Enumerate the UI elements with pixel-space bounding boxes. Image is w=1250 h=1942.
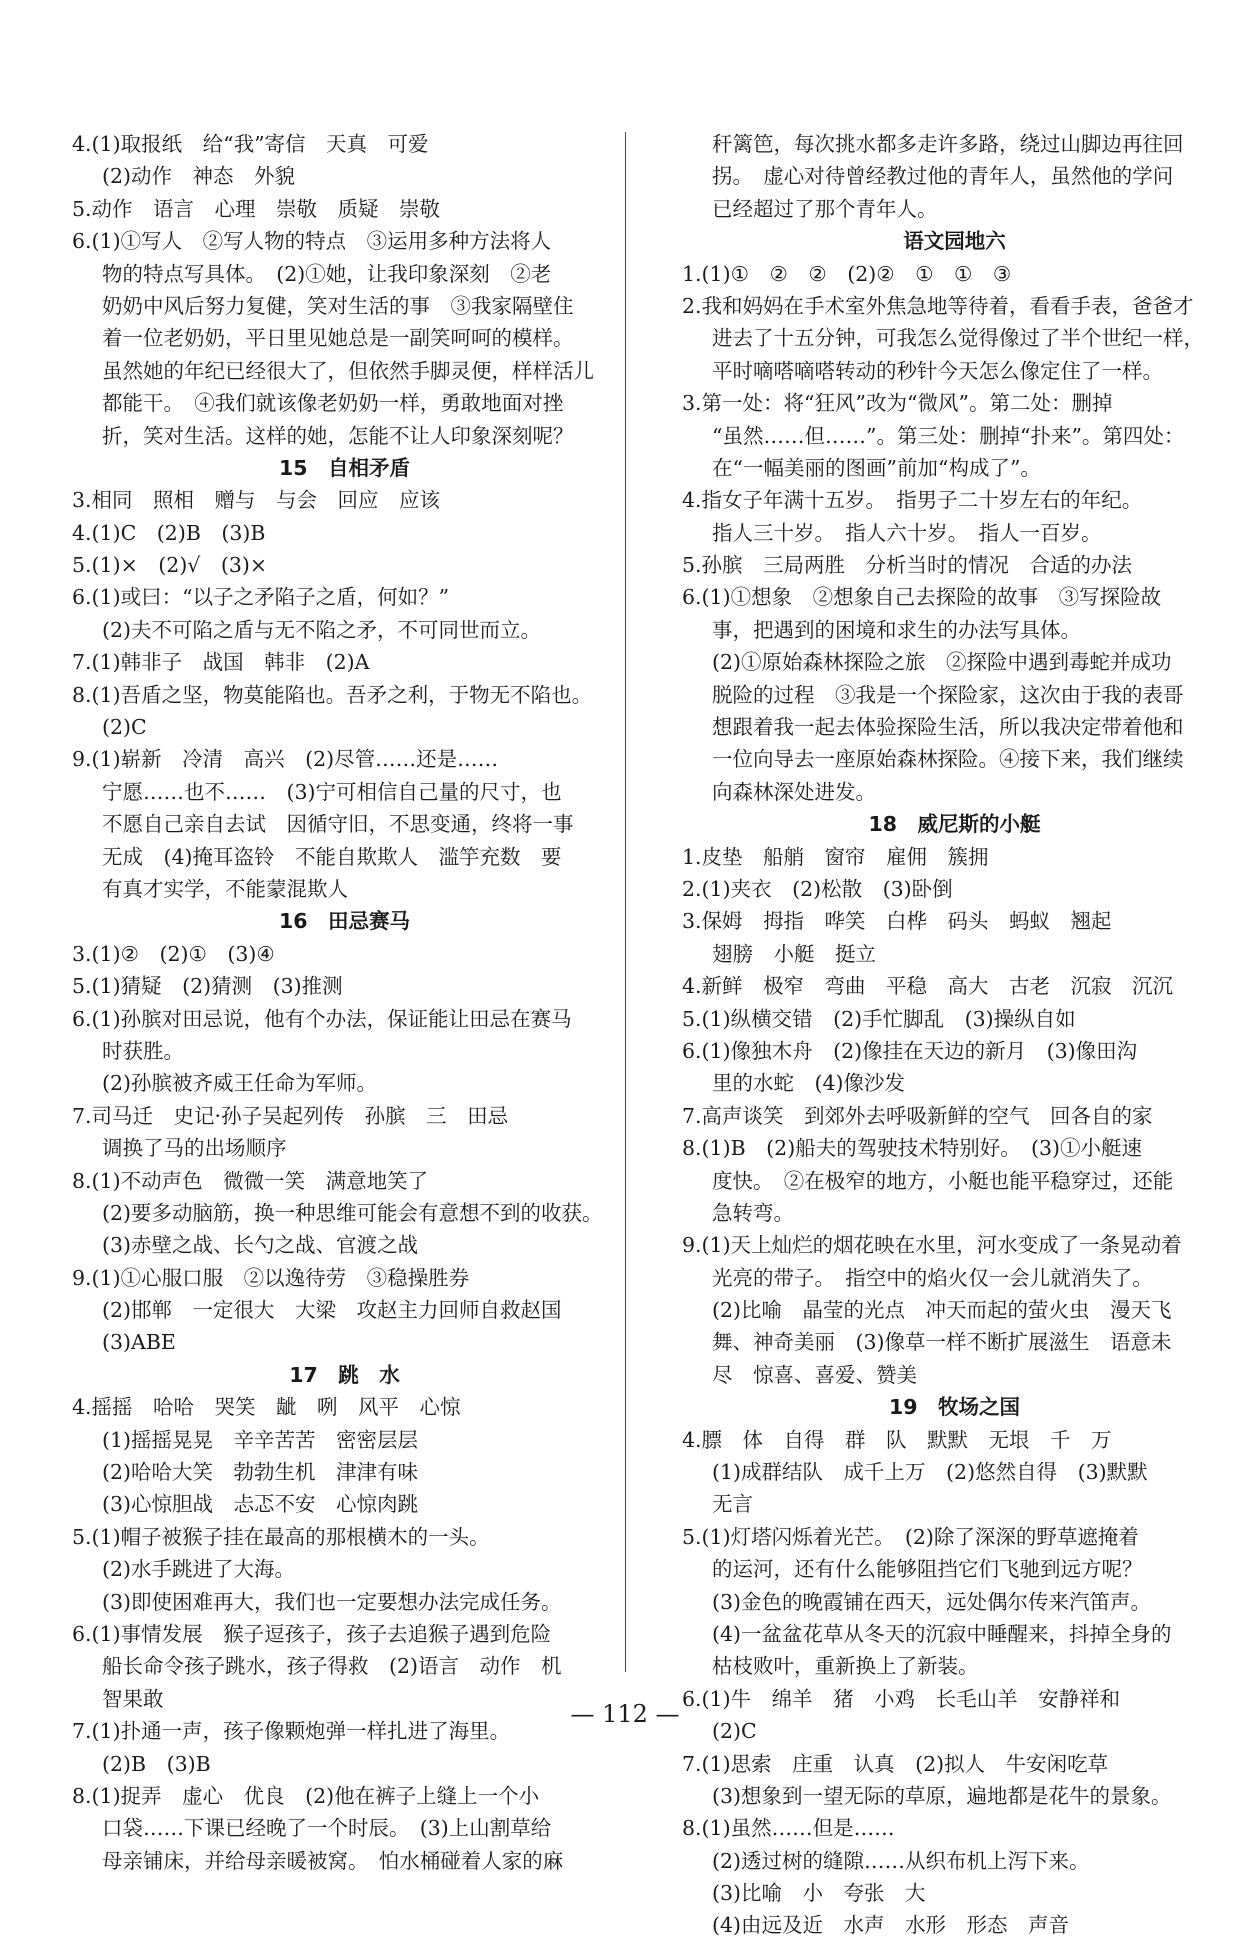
answer-line: 指人三十岁。 指人六十岁。 指人一百岁。 [712,520,1102,545]
answer-line: (4)由远及近 水声 水形 形态 声音 [712,1913,1070,1938]
answer-line: 5.(1)帽子被猴子挂在最高的那根横木的一头。 [72,1524,490,1549]
answer-line: (2)邯郸 一定很大 大梁 攻赵主力回师自救赵国 [102,1298,562,1323]
answer-line: 秆篱笆，每次挑水都多走许多路，绕过山脚边再往回 [712,132,1184,156]
answer-line: 3.保姆 拇指 哗笑 白桦 码头 蚂蚁 翘起 [682,909,1112,934]
section-heading: 16 田忌赛马 [278,909,411,934]
answer-line: 奶奶中风后努力复健，笑对生活的事 ③我家隔壁住 [102,293,574,318]
answer-line: 1.皮垫 船艄 窗帘 雇佣 簇拥 [682,844,989,869]
answer-line: 不愿自己亲自去试 因循守旧，不思变通，终将一事 [102,812,574,837]
answer-line: 调换了马的出场顺序 [102,1136,287,1161]
answer-line: 5.(1)猜疑 (2)猜测 (3)推测 [72,974,343,999]
answer-line: (2)比喻 晶莹的光点 冲天而起的萤火虫 漫天飞 [712,1298,1172,1323]
answer-line: 口袋……下课已经晚了一个时辰。 (3)上山割草给 [102,1816,552,1841]
answer-line: 舞、神奇美丽 (3)像草一样不断扩展滋生 语意未 [712,1330,1172,1355]
answer-line: 母亲铺床，并给母亲暖被窝。 怕水桶碰着人家的麻 [102,1848,564,1873]
section-heading: 语文园地六 [903,229,1006,254]
answer-line: (3)即使困难再大，我们也一定要想办法完成任务。 [102,1589,562,1614]
answer-line: 里的水蛇 (4)像沙发 [712,1071,906,1096]
answer-line: 8.(1)捉弄 虚心 优良 (2)他在裤子上缝上一个小 [72,1783,540,1808]
answer-line: 光亮的带子。 指空中的焰火仅一会儿就消失了。 [712,1265,1153,1290]
answer-line: (2)要多动脑筋，换一种思维可能会有意想不到的收获。 [102,1200,603,1225]
answer-line: 4.指女子年满十五岁。 指男子二十岁左右的年纪。 [682,488,1143,513]
section-heading: 17 跳 水 [289,1362,400,1387]
answer-line: 智果敢 [102,1686,164,1711]
section-heading: 15 自相矛盾 [278,455,411,480]
answer-line: 5.动作 语言 心理 崇敬 质疑 崇敬 [72,196,441,221]
answer-line: (2)透过树的缝隙……从织布机上泻下来。 [712,1848,1090,1873]
answer-line: 着一位老奶奶，平日里见她总是一副笑呵呵的模样。 [102,326,574,351]
answer-line: 7.(1)韩非子 战国 韩非 (2)A [72,650,370,675]
answer-line: (2)C [102,715,147,740]
answer-line: (2)动作 神态 外貌 [102,164,296,189]
section-heading: 18 威尼斯的小艇 [868,812,1041,837]
answer-line: 6.(1)或曰：“以子之矛陷子之盾，何如？” [72,585,450,610]
answer-line: 7.高声谈笑 到郊外去呼吸新鲜的空气 回各自的家 [682,1103,1153,1128]
answer-line: 船长命令孩子跳水，孩子得救 (2)语言 动作 机 [102,1654,562,1679]
answer-line: (4)一盆盆花草从冬天的沉寂中睡醒来，抖掉全身的 [712,1621,1172,1646]
answer-line: (3)想象到一望无际的草原，遍地都是花牛的景象。 [712,1783,1172,1808]
answer-line: 进去了十五分钟，可我怎么觉得像过了半个世纪一样， [712,326,1204,351]
answer-line: 想跟着我一起去体验探险生活，所以我决定带着他和 [712,715,1184,740]
page-number: — 112 — [570,1700,680,1728]
answer-line: (3)ABE [102,1330,176,1355]
answer-line: 6.(1)①写人 ②写人物的特点 ③运用多种方法将人 [72,229,552,254]
answer-line: 翅膀 小艇 挺立 [712,941,876,966]
answer-line: 9.(1)崭新 冷清 高兴 (2)尽管……还是…… [72,747,499,772]
answer-line: (2)水手跳进了大海。 [102,1557,296,1582]
left-column [72,128,617,1877]
answer-line: (1)摇摇晃晃 辛辛苦苦 密密层层 [102,1427,419,1452]
answer-line: 折，笑对生活。这样的她，怎能不让人印象深刻呢？ [102,423,574,448]
answer-line: 4.(1)取报纸 给“我”寄信 天真 可爱 [72,132,429,156]
answer-line: 5.孙膑 三局两胜 分析当时的情况 合适的办法 [682,553,1133,578]
answer-line: 9.(1)①心服口服 ②以逸待劳 ③稳操胜券 [72,1265,470,1290]
answer-line: 拐。 虚心对待曾经教过他的青年人，虽然他的学问 [712,164,1174,189]
right-column [682,128,1227,1942]
answer-line: 1.(1)① ② ② (2)② ① ① ③ [682,261,1012,286]
answer-line: 7.(1)扑通一声，孩子像颗炮弹一样扎进了海里。 [72,1719,511,1744]
answer-line: 向森林深处进发。 [712,779,876,804]
answer-line: 6.(1)孙膑对田忌说，他有个办法，保证能让田忌在赛马 [72,1006,572,1031]
answer-line: 3.第一处：将“狂风”改为“微风”。第二处：删掉 [682,391,1113,416]
answer-line: 6.(1)像独木舟 (2)像挂在天边的新月 (3)像田沟 [682,1038,1138,1063]
answer-line: 无言 [712,1492,753,1517]
answer-line: 5.(1)× (2)√ (3)× [72,553,268,578]
answer-line: 8.(1)B (2)船夫的驾驶技术特别好。 (3)①小艇速 [682,1136,1142,1161]
answer-line: 4.摇摇 哈哈 哭笑 龇 咧 风平 心惊 [72,1395,461,1420]
answer-line: 5.(1)纵横交错 (2)手忙脚乱 (3)操纵自如 [682,1006,1076,1031]
answer-line: 事，把遇到的困境和求生的办法写具体。 [712,617,1081,642]
answer-line: 急转弯。 [712,1200,794,1225]
answer-line: 虽然她的年纪已经很大了，但依然手脚灵便，样样活儿 [102,358,594,383]
section-heading: 19 牧场之国 [888,1395,1021,1420]
answer-line: 都能干。 ④我们就该像老奶奶一样，勇敢地面对挫 [102,391,564,416]
answer-line: (2)孙膑被齐威王任命为军师。 [102,1071,378,1096]
answer-line: 6.(1)事情发展 猴子逗孩子，孩子去追猴子遇到危险 [72,1621,552,1646]
column-divider [625,132,626,1672]
answer-line: (2)C [712,1719,757,1744]
answer-line: 4.新鲜 极窄 弯曲 平稳 高大 古老 沉寂 沉沉 [682,974,1174,999]
answer-line: 3.(1)② (2)① (3)④ [72,941,275,966]
answer-line: 有真才实学，不能蒙混欺人 [102,876,348,901]
answer-line: (1)成群结队 成千上万 (2)悠然自得 (3)默默 [712,1460,1148,1485]
answer-line: (2)夫不可陷之盾与无不陷之矛，不可同世而立。 [102,617,542,642]
answer-line: 3.相同 照相 赠与 与会 回应 应该 [72,488,441,513]
answer-line: 在“一幅美丽的图画”前加“构成了”。 [712,455,1041,480]
answer-line: (3)金色的晚霞铺在西天，远处偶尔传来汽笛声。 [712,1589,1152,1614]
answer-line: (3)心惊胆战 忐忑不安 心惊肉跳 [102,1492,419,1517]
answer-line: 4.(1)C (2)B (3)B [72,520,266,545]
answer-line: (2)①原始森林探险之旅 ②探险中遇到毒蛇并成功 [712,650,1172,675]
answer-line: 物的特点写具体。 (2)①她，让我印象深刻 ②老 [102,261,552,286]
answer-line: (2)B (3)B [102,1751,211,1776]
answer-line: 8.(1)虽然……但是…… [682,1816,895,1841]
answer-line: 2.我和妈妈在手术室外焦急地等待着，看看手表，爸爸才 [682,293,1194,318]
answer-line: 枯枝败叶，重新换上了新装。 [712,1654,979,1679]
answer-line: 7.(1)思索 庄重 认真 (2)拟人 牛安闲吃草 [682,1751,1109,1776]
answer-line: 9.(1)天上灿烂的烟花映在水里，河水变成了一条晃动着 [682,1233,1182,1258]
answer-line: 5.(1)灯塔闪烁着光芒。 (2)除了深深的野草遮掩着 [682,1524,1139,1549]
answer-line: “虽然……但……”。第三处：删掉“扑来”。第四处： [712,423,1185,448]
answer-line: 7.司马迁 史记·孙子吴起列传 孙膑 三 田忌 [72,1103,509,1128]
answer-line: 6.(1)①想象 ②想象自己去探险的故事 ③写探险故 [682,585,1162,610]
answer-line: 无成 (4)掩耳盗铃 不能自欺欺人 滥竽充数 要 [102,844,562,869]
answer-line: 时获胜。 [102,1038,184,1063]
answer-line: 一位向导去一座原始森林探险。④接下来，我们继续 [712,747,1184,772]
answer-line: 宁愿……也不…… (3)宁可相信自己量的尺寸，也 [102,779,562,804]
answer-line: (3)比喻 小 夸张 大 [712,1881,926,1906]
answer-line: 度快。 ②在极窄的地方，小艇也能平稳穿过，还能 [712,1168,1174,1193]
answer-line: 尽 惊喜、喜爱、赞美 [712,1362,917,1387]
answer-line: 脱险的过程 ③我是一个探险家，这次由于我的表哥 [712,682,1184,707]
answer-line: 平时嘀嗒嘀嗒转动的秒针今天怎么像定住了一样。 [712,358,1163,383]
answer-line: 6.(1)牛 绵羊 猪 小鸡 长毛山羊 安静祥和 [682,1686,1121,1711]
answer-line: 8.(1)不动声色 微微一笑 满意地笑了 [72,1168,429,1193]
answer-line: (2)哈哈大笑 勃勃生机 津津有味 [102,1460,419,1485]
answer-line: (3)赤壁之战、长勺之战、官渡之战 [102,1233,419,1258]
answer-line: 的运河，还有什么能够阻挡它们飞驰到远方呢？ [712,1557,1143,1582]
answer-line: 2.(1)夹衣 (2)松散 (3)卧倒 [682,876,953,901]
answer-line: 4.膘 体 自得 群 队 默默 无垠 千 万 [682,1427,1112,1452]
answer-line: 8.(1)吾盾之坚，物莫能陷也。吾矛之利，于物无不陷也。 [72,682,593,707]
answer-line: 已经超过了那个青年人。 [712,196,938,221]
